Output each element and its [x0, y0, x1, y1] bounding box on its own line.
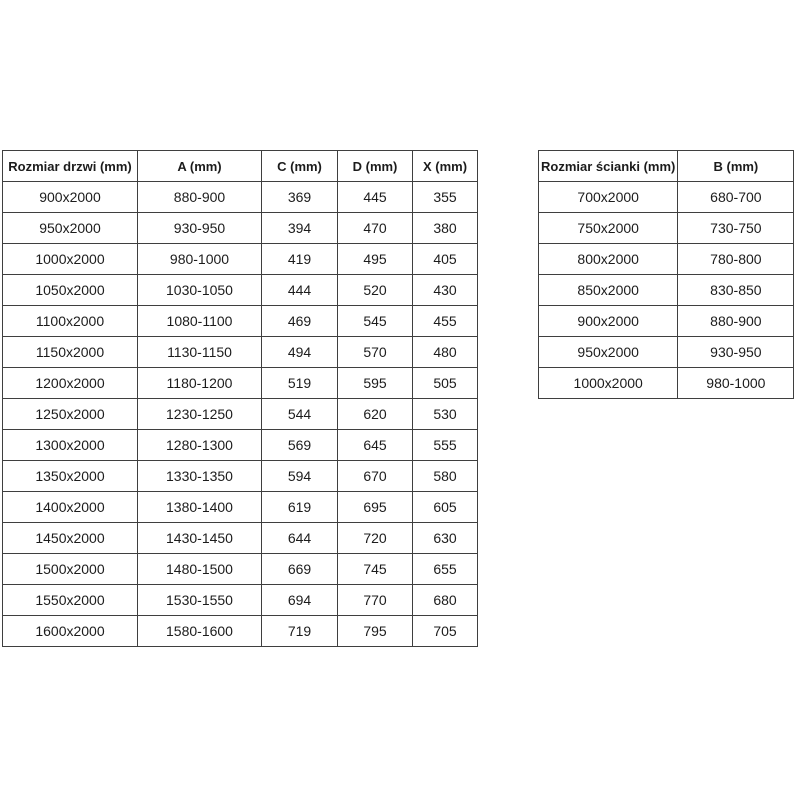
- table-cell: 669: [262, 554, 338, 585]
- table-cell: 645: [338, 430, 413, 461]
- table-cell: 1500x2000: [3, 554, 138, 585]
- table-row: [3, 337, 478, 368]
- table-cell: 380: [413, 213, 478, 244]
- table-cell: 1050x2000: [3, 275, 138, 306]
- table-cell: 1180-1200: [138, 368, 262, 399]
- table-cell: 1400x2000: [3, 492, 138, 523]
- table-cell: 720: [338, 523, 413, 554]
- table-cell: 670: [338, 461, 413, 492]
- table-cell: 770: [338, 585, 413, 616]
- table-cell: 1280-1300: [138, 430, 262, 461]
- table-cell: 950x2000: [539, 337, 678, 368]
- table-cell: 1550x2000: [3, 585, 138, 616]
- table-row: [539, 368, 794, 399]
- table-cell: 680: [413, 585, 478, 616]
- table-cell: 1250x2000: [3, 399, 138, 430]
- table-cell: 355: [413, 182, 478, 213]
- table-cell: 369: [262, 182, 338, 213]
- table-row: [3, 182, 478, 213]
- table-cell: 619: [262, 492, 338, 523]
- wall-sizes-table: [538, 150, 794, 399]
- table-cell: 700x2000: [539, 182, 678, 213]
- table-cell: 980-1000: [678, 368, 794, 399]
- table-cell: 930-950: [138, 213, 262, 244]
- table-cell: 680-700: [678, 182, 794, 213]
- table-row: [3, 585, 478, 616]
- table-cell: 405: [413, 244, 478, 275]
- table-cell: 830-850: [678, 275, 794, 306]
- table-cell: 719: [262, 616, 338, 647]
- table-row: [3, 461, 478, 492]
- table-cell: 1530-1550: [138, 585, 262, 616]
- table-cell: 620: [338, 399, 413, 430]
- table-cell: 1300x2000: [3, 430, 138, 461]
- table-cell: 455: [413, 306, 478, 337]
- table-cell: 644: [262, 523, 338, 554]
- table-row: [3, 275, 478, 306]
- table-cell: 570: [338, 337, 413, 368]
- table-cell: 795: [338, 616, 413, 647]
- table-cell: 555: [413, 430, 478, 461]
- table-cell: 430: [413, 275, 478, 306]
- column-header: A (mm): [138, 151, 262, 182]
- table-cell: 780-800: [678, 244, 794, 275]
- table-cell: 470: [338, 213, 413, 244]
- table-row: [539, 182, 794, 213]
- table-row: [539, 337, 794, 368]
- table-cell: 594: [262, 461, 338, 492]
- table-cell: 505: [413, 368, 478, 399]
- table-row: [3, 306, 478, 337]
- table-cell: 950x2000: [3, 213, 138, 244]
- table-cell: 519: [262, 368, 338, 399]
- table-cell: 900x2000: [3, 182, 138, 213]
- table-cell: 694: [262, 585, 338, 616]
- table-cell: 605: [413, 492, 478, 523]
- table-cell: 1450x2000: [3, 523, 138, 554]
- table-row: [539, 213, 794, 244]
- table-cell: 850x2000: [539, 275, 678, 306]
- table-cell: 444: [262, 275, 338, 306]
- column-header: D (mm): [338, 151, 413, 182]
- door-sizes-table: [2, 150, 478, 647]
- table-row: [3, 430, 478, 461]
- table-cell: 1380-1400: [138, 492, 262, 523]
- header-row: [539, 151, 794, 182]
- table-cell: 1330-1350: [138, 461, 262, 492]
- table-cell: 1430-1450: [138, 523, 262, 554]
- table-cell: 1480-1500: [138, 554, 262, 585]
- table-row: [3, 616, 478, 647]
- table-cell: 1030-1050: [138, 275, 262, 306]
- table-row: [539, 275, 794, 306]
- table-cell: 655: [413, 554, 478, 585]
- table-cell: 880-900: [138, 182, 262, 213]
- table-cell: 750x2000: [539, 213, 678, 244]
- table-cell: 445: [338, 182, 413, 213]
- table-cell: 580: [413, 461, 478, 492]
- column-header: C (mm): [262, 151, 338, 182]
- column-header: X (mm): [413, 151, 478, 182]
- column-header: B (mm): [678, 151, 794, 182]
- table-cell: 1580-1600: [138, 616, 262, 647]
- table-cell: 1000x2000: [3, 244, 138, 275]
- table-cell: 1230-1250: [138, 399, 262, 430]
- table-cell: 494: [262, 337, 338, 368]
- table-row: [3, 213, 478, 244]
- table-cell: 1000x2000: [539, 368, 678, 399]
- table-cell: 1600x2000: [3, 616, 138, 647]
- table-row: [3, 492, 478, 523]
- table-cell: 544: [262, 399, 338, 430]
- table-row: [539, 306, 794, 337]
- table-row: [3, 554, 478, 585]
- table-cell: 495: [338, 244, 413, 275]
- table-cell: 930-950: [678, 337, 794, 368]
- table-cell: 1150x2000: [3, 337, 138, 368]
- table-cell: 730-750: [678, 213, 794, 244]
- table-cell: 900x2000: [539, 306, 678, 337]
- table-cell: 1080-1100: [138, 306, 262, 337]
- table-cell: 530: [413, 399, 478, 430]
- table-row: [3, 523, 478, 554]
- table-cell: 880-900: [678, 306, 794, 337]
- table-cell: 545: [338, 306, 413, 337]
- header-row: [3, 151, 478, 182]
- table-row: [3, 244, 478, 275]
- table-cell: 745: [338, 554, 413, 585]
- table-cell: 419: [262, 244, 338, 275]
- table-cell: 469: [262, 306, 338, 337]
- table-row: [3, 368, 478, 399]
- table-cell: 695: [338, 492, 413, 523]
- table-cell: 630: [413, 523, 478, 554]
- column-header: Rozmiar ścianki (mm): [539, 151, 678, 182]
- table-cell: 1350x2000: [3, 461, 138, 492]
- table-cell: 394: [262, 213, 338, 244]
- table-cell: 569: [262, 430, 338, 461]
- table-cell: 1200x2000: [3, 368, 138, 399]
- column-header: Rozmiar drzwi (mm): [3, 151, 138, 182]
- table-cell: 520: [338, 275, 413, 306]
- table-cell: 480: [413, 337, 478, 368]
- table-cell: 1100x2000: [3, 306, 138, 337]
- table-cell: 595: [338, 368, 413, 399]
- table-row: [3, 399, 478, 430]
- table-cell: 1130-1150: [138, 337, 262, 368]
- table-cell: 800x2000: [539, 244, 678, 275]
- table-cell: 980-1000: [138, 244, 262, 275]
- table-cell: 705: [413, 616, 478, 647]
- table-row: [539, 244, 794, 275]
